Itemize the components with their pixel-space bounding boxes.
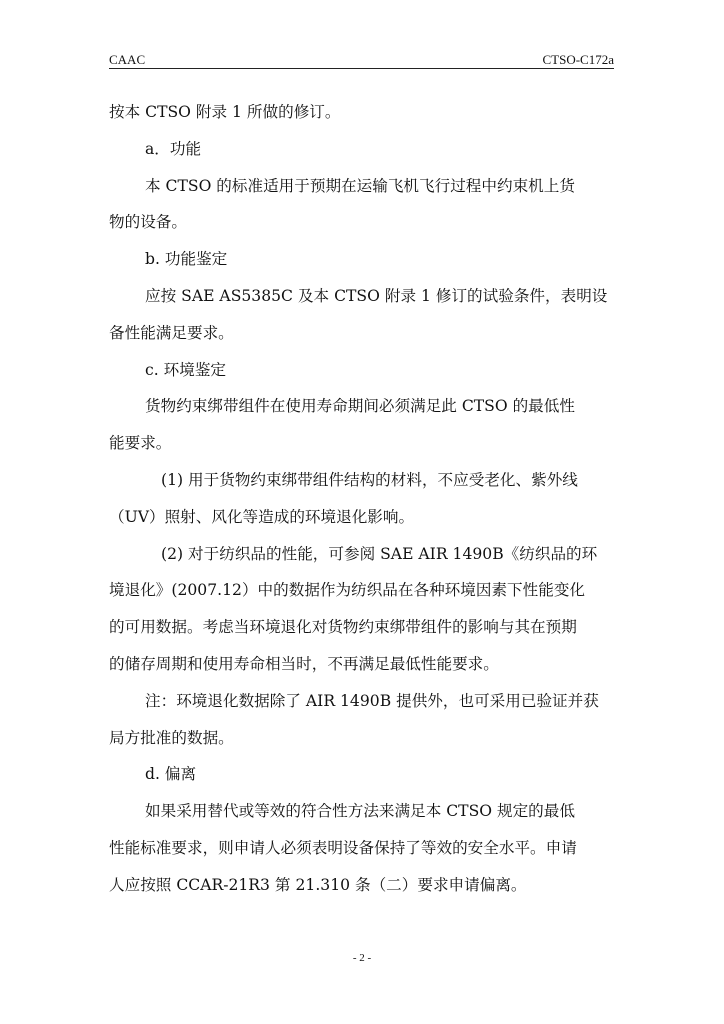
body-line: 本 CTSO 的标准适用于预期在运输飞机飞行过程中约束机上货: [145, 176, 575, 195]
body-line: 物的设备。: [109, 213, 187, 232]
body-line: 能要求。: [109, 434, 172, 453]
body-line: 局方批准的数据。: [109, 728, 234, 747]
body-line: 的可用数据。考虑当环境退化对货物约束绑带组件的影响与其在预期: [109, 618, 577, 637]
body-line: 性能标准要求，则申请人必须表明设备保持了等效的安全水平。申请: [109, 838, 577, 857]
body-line: d. 偏离: [145, 765, 197, 784]
body-line: c. 环境鉴定: [145, 360, 227, 379]
body-line: （UV）照射、风化等造成的环境退化影响。: [109, 507, 415, 526]
body-line: a．功能: [145, 139, 202, 158]
body-line: 按本 CTSO 附录 1 所做的修订。: [109, 103, 341, 121]
body-line: 的储存周期和使用寿命相当时，不再满足最低性能要求。: [109, 654, 499, 673]
body-line: (2) 对于纺织品的性能，可参阅 SAE AIR 1490B《纺织品的环: [161, 544, 598, 563]
body-line: 人应按照 CCAR-21R3 第 21.310 条（二）要求申请偏离。: [109, 875, 527, 894]
document-body: [109, 94, 614, 904]
body-line: 备性能满足要求。: [109, 323, 234, 342]
header-doc-number: CTSO-C172a: [542, 52, 614, 67]
body-line: b. 功能鉴定: [145, 250, 228, 269]
header-doc-org: CAAC: [109, 52, 146, 67]
body-line: 货物约束绑带组件在使用寿命期间必须满足此 CTSO 的最低性: [145, 397, 575, 416]
header-rule: [109, 68, 614, 69]
page-number: - 2 -: [352, 952, 372, 964]
body-line: 注：环境退化数据除了 AIR 1490B 提供外，也可采用已验证并获: [145, 691, 599, 710]
body-line: 如果采用替代或等效的符合性方法来满足本 CTSO 规定的最低: [145, 802, 575, 821]
body-line: (1) 用于货物约束绑带组件结构的材料，不应受老化、紫外线: [161, 470, 578, 489]
body-line: 应按 SAE AS5385C 及本 CTSO 附录 1 修订的试验条件，表明设: [145, 286, 608, 305]
body-line: 境退化》(2007.12）中的数据作为纺织品在各种环境因素下性能变化: [109, 581, 586, 600]
